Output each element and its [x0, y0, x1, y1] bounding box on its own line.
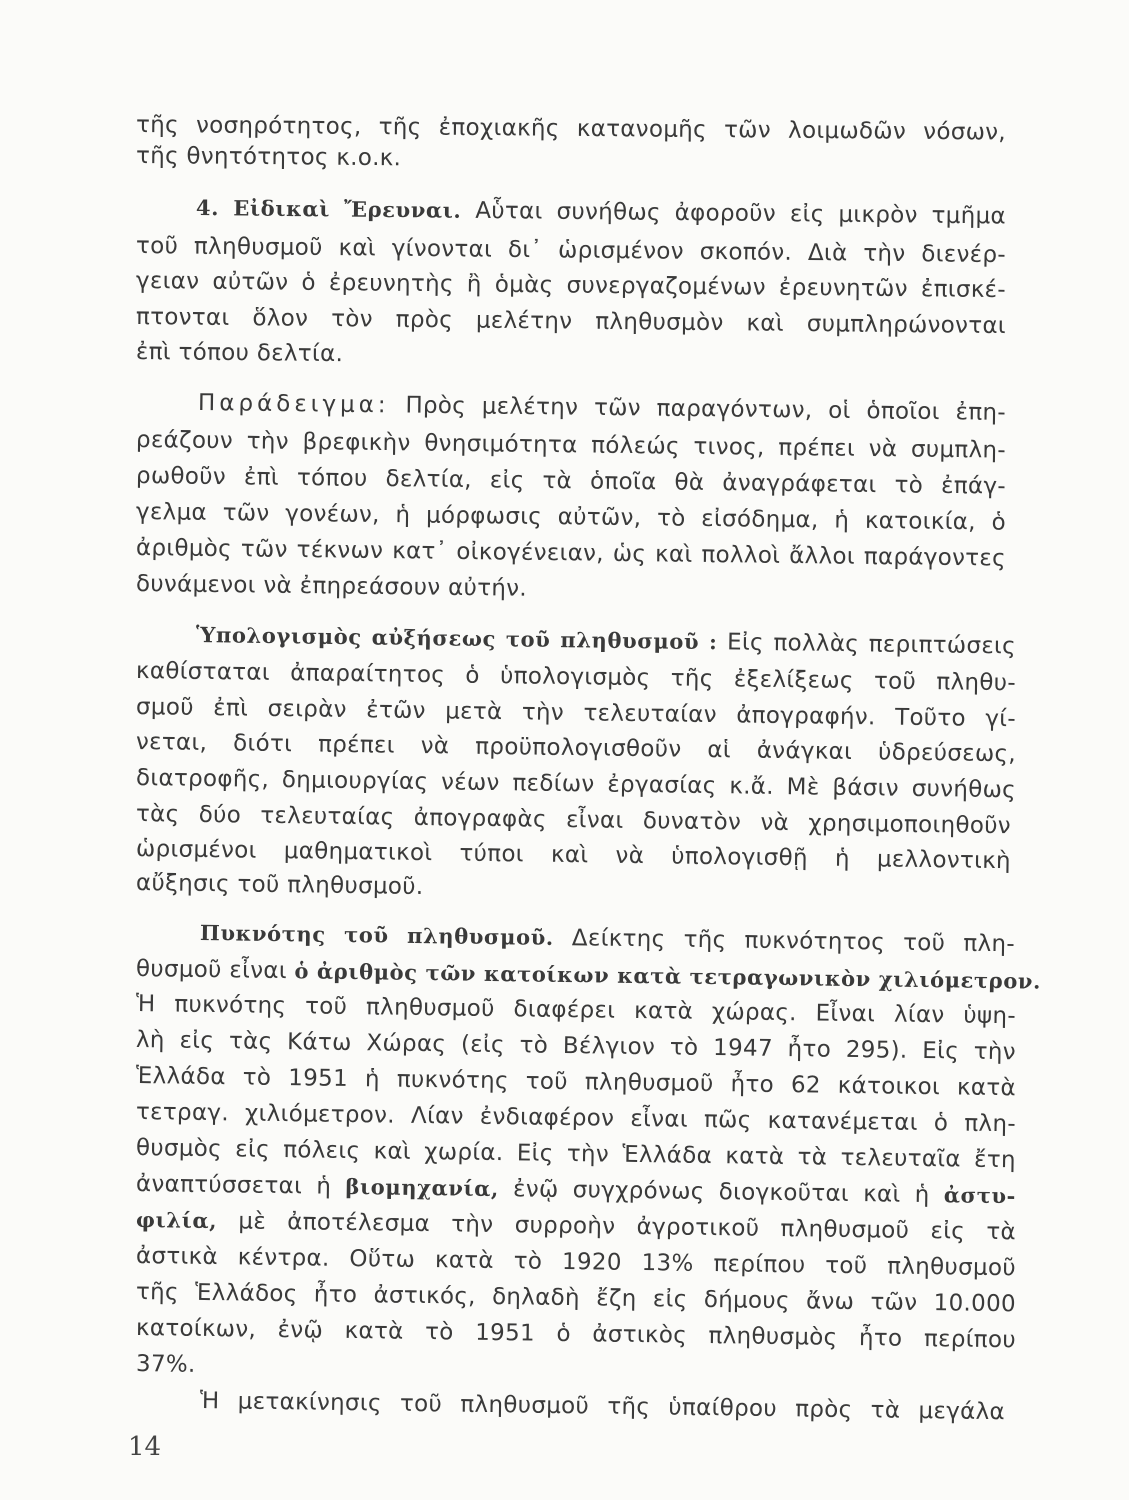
text-line: γελμα τῶν γονέων, ἡ μόρφωσις αὐτῶν, τὸ εἰσόδημα, ἡ κατοικία, ὁ — [135, 499, 1007, 536]
text-line: Ἡ πυκνότης τοῦ πληθυσμοῦ διαφέρει κατὰ χώρας. Εἶναι λίαν ὑψη- — [135, 991, 1017, 1030]
text-span: μὲ ἀποτέλεσμα τὴν συρροὴν ἀγροτικοῦ πληθυσμοῦ εἰς τὰ — [216, 1208, 1017, 1246]
text-line: Ἑλλάδα τὸ 1951 ἡ πυκνότης τοῦ πληθυσμοῦ ἦτο 62 κάτοικοι κατὰ — [135, 1063, 1017, 1102]
text-span: Πρὸς μελέτην τῶν παραγόντων, οἱ ὁποῖοι ἐπη- — [389, 392, 1007, 426]
text-line: λὴ εἰς τὰς Κάτω Χώρας (εἰς τὸ Βέλγιον τὸ 1947 ἦτο 295). Εἰς τὴν — [135, 1027, 1017, 1066]
text-span: Δείκτης τῆς πυκνότητος τοῦ πλη- — [553, 924, 1016, 958]
text-line: τὰς δύο τελευταίας ἀπογραφὰς εἶναι δυνατὸν νὰ χρησιμοποιηθοῦν — [135, 801, 1012, 840]
text-line: γειαν αὐτῶν ὁ ἐρευνητὴς ἢ ὁμὰς συνεργαζομένων ἐρευνητῶν ἐπισκέ- — [135, 268, 1007, 304]
bold-term-urbanism-end: φιλία, — [135, 1207, 218, 1234]
text-line: δυνάμενοι νὰ ἐπηρεάσουν αὐτήν. — [135, 571, 528, 602]
text-line: νεται, διότι πρέπει νὰ προϋπολογισθοῦν αἱ ἀνάγκαι ὑδρεύσεως, — [135, 729, 1017, 768]
text-line: καθίσταται ἀπαραίτητος ὁ ὑπολογισμὸς τῆς ἐξελίξεως τοῦ πληθυ- — [135, 658, 1017, 697]
bold-term-industry: βιομηχανία, — [345, 1173, 500, 1202]
text-line: 37%. — [135, 1351, 196, 1378]
text-line: θυσμὸς εἰς πόλεις καὶ χωρία. Εἰς τὴν Ἑλλάδα κατὰ τὰ τελευταῖα ἔτη — [135, 1135, 1017, 1174]
text-line: αὔξησις τοῦ πληθυσμοῦ. — [135, 870, 424, 901]
text-span: ἐνῷ συγχρόνως διογκοῦται καὶ ἡ — [498, 1176, 945, 1209]
text-span: Αὗται συνήθως ἀφοροῦν εἰς μικρὸν τμῆμα — [461, 197, 1007, 230]
text-line: σμοῦ ἐπὶ σειρὰν ἐτῶν μετὰ τὴν τελευταίαν ἀπογραφήν. Τοῦτο γί- — [135, 694, 1017, 733]
text-line: ρωθοῦν ἐπὶ τόπου δελτία, εἰς τὰ ὁποῖα θὰ ἀναγράφεται τὸ ἐπάγ- — [135, 463, 1007, 500]
example-label: Παράδειγμα: — [197, 390, 390, 419]
text-span: ἀναπτύσσεται ἡ — [135, 1171, 346, 1200]
text-line: Ἡ μετακίνησις τοῦ πληθυσμοῦ τῆς ὑπαίθρου πρὸς τὰ μεγάλα — [199, 1388, 1006, 1426]
text-line: ἀστικὰ κέντρα. Οὕτω κατὰ τὸ 1920 13% περίπου τοῦ πληθυσμοῦ — [135, 1243, 1017, 1282]
bold-term-urbanism: ἀστυ- — [943, 1182, 1017, 1209]
text-line — [200, 918, 1015, 959]
density-definition: ὁ ἀριθμὸς τῶν κατοίκων κατὰ τετραγωνικὸν χιλιόμετρον. — [294, 958, 1042, 994]
text-span: θυσμοῦ εἶναι — [135, 956, 295, 985]
text-line — [136, 1169, 1016, 1211]
text-line: τετραγ. χιλιόμετρον. Λίαν ἐνδιαφέρον εἶναι πῶς κατανέμεται ὁ πλη- — [135, 1099, 1017, 1138]
text-line: διατροφῆς, δημιουργίας νέων πεδίων ἐργασίας κ.ἄ. Μὲ βάσιν συνήθως — [135, 765, 1017, 804]
text-line — [196, 620, 1016, 661]
text-line: ἐπὶ τόπου δελτία. — [135, 339, 344, 368]
text-line: ὡρισμένοι μαθηματικοὶ τύποι καὶ νὰ ὑπολογισθῇ ἡ μελλοντικὴ — [135, 836, 1012, 875]
text-line — [136, 1205, 1016, 1247]
text-span: Εἰς πολλὰς περιπτώσεις — [717, 629, 1017, 660]
text-line: τῆς Ἑλλάδος ἦτο ἀστικός, δηλαδὴ ἔζη εἰς δήμους ἄνω τῶν 10.000 — [135, 1279, 1017, 1318]
text-line — [198, 388, 1006, 428]
section-heading-population-growth: Ὑπολογισμὸς αὐξήσεως τοῦ πληθυσμοῦ : — [195, 622, 718, 655]
page-number: 14 — [128, 1432, 162, 1462]
text-line — [196, 193, 1006, 231]
text-line: τῆς νοσηρότητος, τῆς ἐποχιακῆς κατανομῆς τῶν λοιμωδῶν νόσων, — [135, 112, 1007, 146]
text-line: τοῦ πληθυσμοῦ καὶ γίνονται δι᾽ ὡρισμένον σκοπόν. Διὰ τὴν διενέρ- — [135, 233, 1007, 269]
text-line: τῆς θνητότητος κ.ο.κ. — [135, 143, 402, 172]
section-heading-special-surveys: 4. Εἰδικαὶ Ἔρευναι. — [195, 195, 462, 223]
section-heading-population-density: Πυκνότης τοῦ πληθυσμοῦ. — [199, 920, 554, 950]
text-line: ρεάζουν τὴν βρεφικὴν θνησιμότητα πόλεώς τινος, πρέπει νὰ συμπλη- — [135, 427, 1007, 464]
text-line: πτονται ὅλον τὸν πρὸς μελέτην πληθυσμὸν καὶ συμπληρώνονται — [135, 304, 1007, 340]
text-line: κατοίκων, ἐνῷ κατὰ τὸ 1951 ὁ ἀστικὸς πληθυσμὸς ἦτο περίπου — [135, 1315, 1017, 1354]
text-line: ἀριθμὸς τῶν τέκνων κατ᾽ οἰκογένειαν, ὡς καὶ πολλοὶ ἄλλοι παράγοντες — [135, 535, 1007, 572]
